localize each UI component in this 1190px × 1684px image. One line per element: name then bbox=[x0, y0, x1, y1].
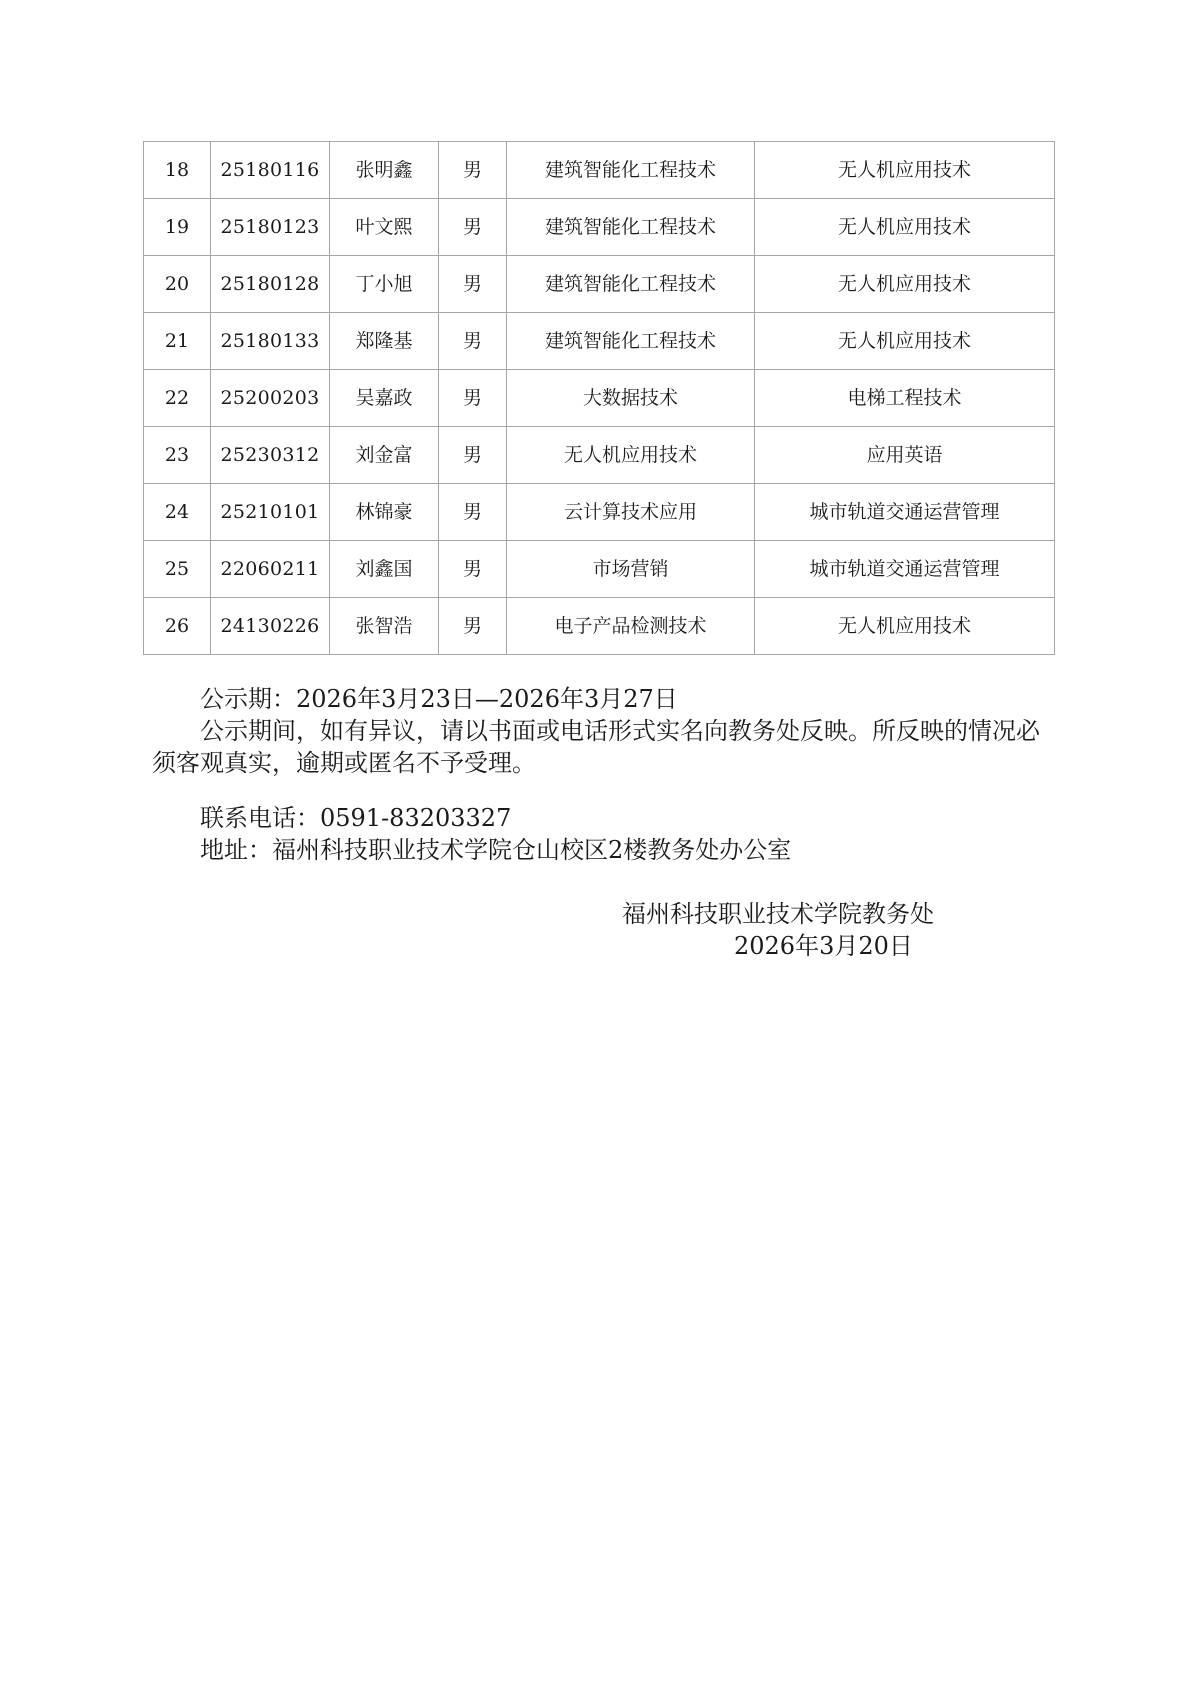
cell-new-major: 应用英语 bbox=[755, 427, 1055, 484]
cell-no: 22 bbox=[144, 370, 211, 427]
cell-gender: 男 bbox=[439, 313, 507, 370]
cell-original-major: 云计算技术应用 bbox=[507, 484, 755, 541]
cell-new-major: 无人机应用技术 bbox=[755, 256, 1055, 313]
cell-student-id: 25180133 bbox=[211, 313, 330, 370]
table-body bbox=[144, 142, 1055, 655]
signature-office: 福州科技职业技术学院教务处 bbox=[622, 900, 934, 928]
cell-original-major: 无人机应用技术 bbox=[507, 427, 755, 484]
cell-new-major: 无人机应用技术 bbox=[755, 313, 1055, 370]
table-row bbox=[144, 598, 1055, 655]
cell-new-major: 城市轨道交通运营管理 bbox=[755, 484, 1055, 541]
cell-name: 刘金富 bbox=[330, 427, 439, 484]
cell-no: 20 bbox=[144, 256, 211, 313]
cell-original-major: 市场营销 bbox=[507, 541, 755, 598]
cell-no: 26 bbox=[144, 598, 211, 655]
cell-original-major: 电子产品检测技术 bbox=[507, 598, 755, 655]
contact-address: 地址：福州科技职业技术学院仓山校区2楼教务处办公室 bbox=[200, 836, 792, 864]
cell-student-id: 25180128 bbox=[211, 256, 330, 313]
table-row bbox=[144, 484, 1055, 541]
cell-gender: 男 bbox=[439, 598, 507, 655]
notice-period: 公示期：2026年3月23日—2026年3月27日 bbox=[200, 685, 678, 713]
cell-student-id: 25180116 bbox=[211, 142, 330, 199]
cell-student-id: 25230312 bbox=[211, 427, 330, 484]
cell-gender: 男 bbox=[439, 370, 507, 427]
cell-name: 刘鑫国 bbox=[330, 541, 439, 598]
cell-no: 19 bbox=[144, 199, 211, 256]
cell-new-major: 无人机应用技术 bbox=[755, 598, 1055, 655]
table-row bbox=[144, 541, 1055, 598]
cell-new-major: 城市轨道交通运营管理 bbox=[755, 541, 1055, 598]
cell-student-id: 24130226 bbox=[211, 598, 330, 655]
cell-original-major: 建筑智能化工程技术 bbox=[507, 256, 755, 313]
cell-name: 郑隆基 bbox=[330, 313, 439, 370]
cell-name: 丁小旭 bbox=[330, 256, 439, 313]
cell-original-major: 建筑智能化工程技术 bbox=[507, 142, 755, 199]
cell-gender: 男 bbox=[439, 484, 507, 541]
cell-name: 张明鑫 bbox=[330, 142, 439, 199]
cell-original-major: 大数据技术 bbox=[507, 370, 755, 427]
contact-phone: 联系电话：0591-83203327 bbox=[200, 804, 512, 832]
cell-gender: 男 bbox=[439, 256, 507, 313]
cell-no: 21 bbox=[144, 313, 211, 370]
cell-name: 张智浩 bbox=[330, 598, 439, 655]
notice-objection: 公示期间，如有异议，请以书面或电话形式实名向教务处反映。所反映的情况必须客观真实，逾期或匿名不予受理。 bbox=[152, 717, 1040, 777]
cell-new-major: 无人机应用技术 bbox=[755, 199, 1055, 256]
cell-student-id: 25210101 bbox=[211, 484, 330, 541]
transfer-list-table bbox=[143, 141, 1055, 655]
cell-no: 18 bbox=[144, 142, 211, 199]
cell-original-major: 建筑智能化工程技术 bbox=[507, 199, 755, 256]
cell-gender: 男 bbox=[439, 427, 507, 484]
cell-gender: 男 bbox=[439, 142, 507, 199]
cell-student-id: 22060211 bbox=[211, 541, 330, 598]
table-row bbox=[144, 370, 1055, 427]
cell-new-major: 无人机应用技术 bbox=[755, 142, 1055, 199]
cell-name: 林锦豪 bbox=[330, 484, 439, 541]
table-row bbox=[144, 256, 1055, 313]
cell-gender: 男 bbox=[439, 541, 507, 598]
cell-name: 叶文熙 bbox=[330, 199, 439, 256]
table-row bbox=[144, 313, 1055, 370]
cell-no: 23 bbox=[144, 427, 211, 484]
cell-no: 25 bbox=[144, 541, 211, 598]
cell-name: 吴嘉政 bbox=[330, 370, 439, 427]
signature-date: 2026年3月20日 bbox=[734, 932, 913, 960]
cell-student-id: 25180123 bbox=[211, 199, 330, 256]
cell-gender: 男 bbox=[439, 199, 507, 256]
table-row bbox=[144, 199, 1055, 256]
cell-student-id: 25200203 bbox=[211, 370, 330, 427]
cell-no: 24 bbox=[144, 484, 211, 541]
cell-original-major: 建筑智能化工程技术 bbox=[507, 313, 755, 370]
table-row bbox=[144, 427, 1055, 484]
table-row bbox=[144, 142, 1055, 199]
cell-new-major: 电梯工程技术 bbox=[755, 370, 1055, 427]
